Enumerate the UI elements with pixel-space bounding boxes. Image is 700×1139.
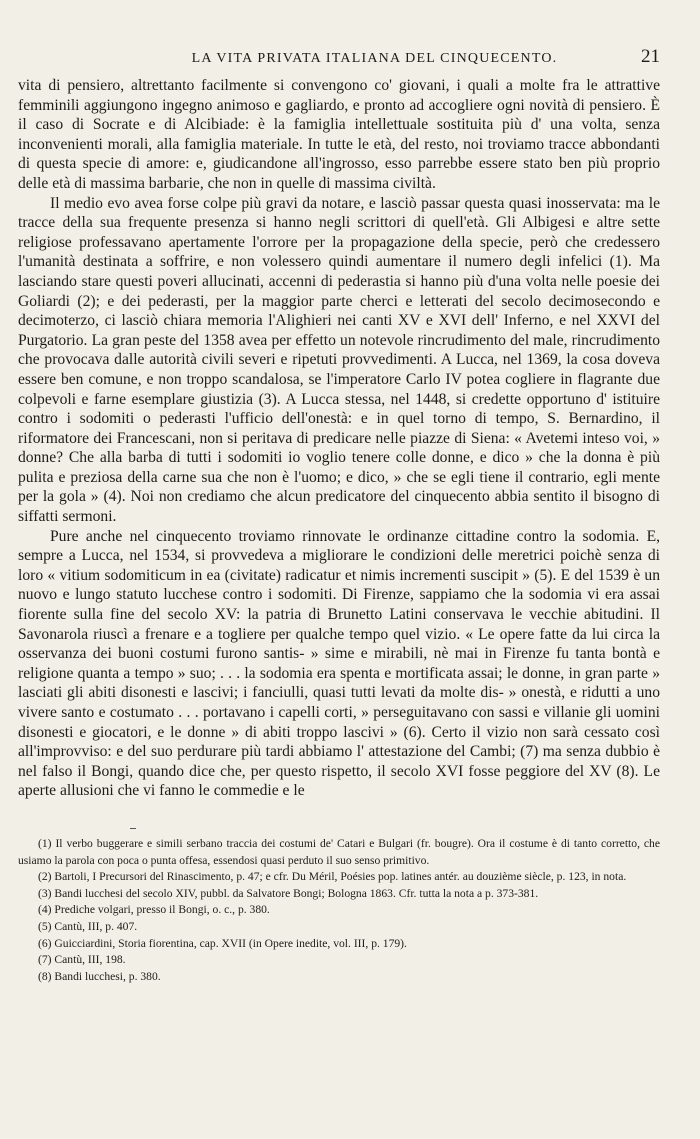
footnote-5: (5) Cantù, III, p. 407.	[38, 919, 138, 933]
footnote-1: (1) Il verbo buggerare e simili serbano traccia dei costumi de' Catari e Bulgari (fr. bougre). Ora il costume è di tanto corretto, che usiamo la parola con poca o punta offesa, essendosi quasi perduto il suo senso primitivo.	[18, 837, 660, 867]
paragraph-1: vita di pensiero, altrettanto facilmente si convengono co' giovani, i quali a molte fra le attrattive femminili aggiungono ingegno animoso e gagliardo, e pronto ad accogliere ogni novità di pensiero. È il caso di Socrate e di Alcibiade: è la famiglia intellettuale sostituita più d' una volta, senza inconvenienti morali, alla famiglia materiale. In tutte le età, del resto, noi troviamo tracce abbondanti di questa specie di amore: e, giudicandone all'ingrosso, esso parrebbe essere stato ben più proprio delle età di massima barbarie, che non in quelle di massima civiltà.	[18, 77, 660, 192]
running-title: LA VITA PRIVATA ITALIANA DEL CINQUECENTO.	[191, 51, 558, 66]
footnote-6: (6) Guicciardini, Storia fiorentina, cap. XVII (in Opere inedite, vol. III, p. 179).	[38, 936, 407, 950]
page-number: 21	[641, 46, 660, 67]
footnote-7: (7) Cantù, III, 198.	[38, 953, 126, 967]
footnote-3: (3) Bandi lucchesi del secolo XIV, pubbl. da Salvatore Bongi; Bologna 1863. Cfr. tutta la nota a p. 373-381.	[38, 886, 539, 900]
footnote-4: (4) Prediche volgari, presso il Bongi, o. c., p. 380.	[38, 903, 270, 917]
body-text	[18, 76, 660, 801]
footnotes	[18, 828, 660, 985]
footnote-2: (2) Bartoli, I Precursori del Rinascimento, p. 47; e cfr. Du Méril, Poésies pop. latines antér. au douzième siècle, p. 123, in nota.	[38, 870, 627, 884]
footnote-8: (8) Bandi lucchesi, p. 380.	[38, 969, 161, 983]
paragraph-3: Pure anche nel cinquecento troviamo rinnovate le ordinanze cittadine contro la sodomia. E, sempre a Lucca, nel 1534, si provvedeva a migliorare le condizioni delle meretrici poichè senza di loro « vitium sodomiticum in ea (civitate) radicatur et nimis incrementi suscipit » (5). E del 1539 è un nuovo e lungo statuto lucchese contro i sodomiti. Di Firenze, sappiamo che la sodomia vi era assai fiorente sulla fine del secolo XV: la patria di Brunetto Latini conservava le vecchie abitudini. Il Savonarola riuscì a frenare e a togliere per qualche tempo quel vizio. « Le opere fatte da lui circa la osservanza dei buoni costumi furono santis- » sime e mirabili, nè mai in Firenze fu tanta bontà e religione quanta a tempo » suo; . . . la sodomia era spenta e mortificata assai; le donne, in gran parte » lasciati gli abiti disonesti e lascivi; i fanciulli, quasi tutti levati da molte dis- » onestà, e ridutti a uno vivere santo e costumato . . . portavano i capelli corti, » perseguitavano con sassi e villanie gli uomini disonesti e giocatori, e le donne » di abiti troppo lascivi » (6). Certo il vizio non sarà cessato così all'improvviso: e del suo perdurare più tardi abbiamo l' attestazione del Cambi; (7) ma senza dubbio è nel falso il Bongi, quando dice che, per questo rispetto, il secolo XVI fosse peggiore del XV (8). Le aperte allusioni che vi fanno le commedie e le	[18, 527, 660, 800]
footnote-rule	[130, 828, 136, 830]
running-head	[18, 46, 660, 76]
paragraph-2: Il medio evo avea forse colpe più gravi da notare, e lasciò passar questa quasi inosservata: ma le tracce della sua frequente presenza si hanno negli scrittori di quell'età. Gli Albigesi e altre sette religiose professavano apertamente l'orrore per la propagazione della specie, però che credessero l'umanità destinata a soffrire, e non volessero quindi aumentare il numero degli infelici (1). Ma lasciando stare questi poveri allucinati, accenni di pederastia si hanno più d'una volta nelle poesie dei Goliardi (2); e dei pederasti, per la maggior parte cherci e letterati del secolo decimosecondo e decimoterzo, ci lasciò chiara memoria l'Alighieri nei canti XV e XVI dell' Inferno, e nel XXVI del Purgatorio. La gran peste del 1358 avea per effetto un notevole rincrudimento del male, rincrudimento che provocava dalle autorità civili severi e ripetuti provvedimenti. A Lucca, nel 1369, la cosa doveva essere ben comune, e non troppo scandalosa, se l'imperatore Carlo IV potea cogliere in flagrante due colpevoli e farne esemplare giustizia (3). A Lucca stessa, nel 1448, si credette opportuno d' istituire contro i sodomiti o pederasti l'ufficio dell'onestà: e in quel torno di tempo, S. Bernardino, il riformatore dei Francescani, non si peritava di predicare nelle piazze di Siena: « Avetemi inteso voi, » donne? Che alla barba di tutti i sodomiti io voglio tenere colle donne, e dico » che la donna è più pulita e preziosa della carne sua che non è l'uomo; e dico, » che se egli tiene il contrario, egli mente per la gola » (4). Noi non crediamo che alcun predicatore del cinquecento abbia sentito il bisogno di siffatti sermoni.	[18, 194, 660, 526]
